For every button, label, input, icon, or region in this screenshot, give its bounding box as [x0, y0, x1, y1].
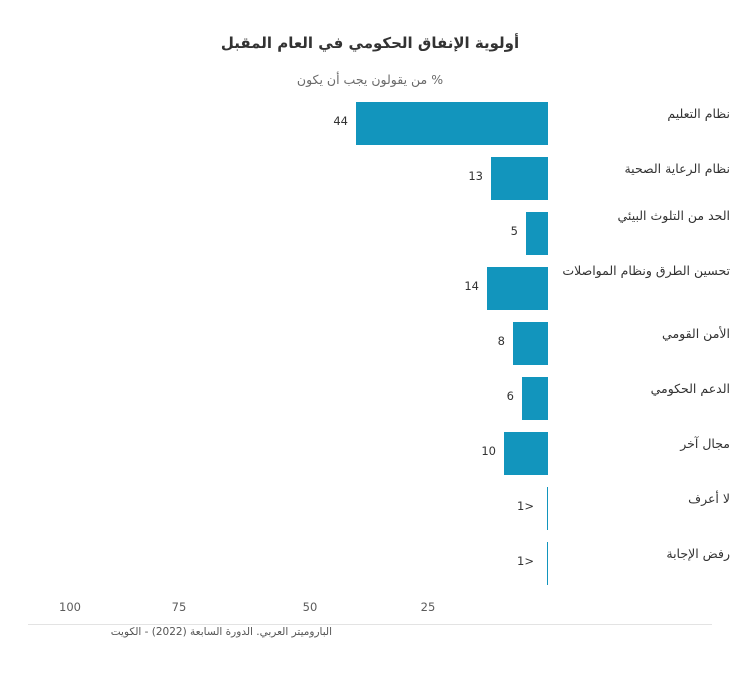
category-label: الدعم الحكومي	[650, 381, 730, 396]
bar-value-label: 13	[468, 169, 483, 183]
plot-area	[0, 96, 740, 596]
bar[interactable]	[487, 267, 548, 310]
bar-row	[0, 316, 740, 371]
x-axis	[0, 600, 740, 624]
axis-tick-label: 75	[171, 600, 187, 614]
source-note: الباروميتر العربي. الدورة السابعة (2022) - الكويت	[110, 626, 332, 638]
bar[interactable]	[513, 322, 548, 365]
bar[interactable]	[491, 157, 548, 200]
bar-row	[0, 426, 740, 481]
bar-value-label: 10	[481, 444, 496, 458]
bar[interactable]	[522, 377, 548, 420]
category-label: لا أعرف	[688, 491, 730, 506]
axis-tick-label: 100	[59, 600, 81, 614]
bar[interactable]	[526, 212, 548, 255]
bar-row	[0, 371, 740, 426]
bar[interactable]	[504, 432, 548, 475]
category-label: مجال آخر	[680, 436, 730, 451]
axis-tick-label: 25	[420, 600, 436, 614]
axis-divider	[28, 624, 712, 625]
bar-value-label: 1>	[517, 499, 534, 513]
axis-tick-label: 50	[302, 600, 318, 614]
bar-value-label: 6	[506, 389, 514, 403]
category-label: الأمن القومي	[662, 326, 730, 341]
bar[interactable]	[547, 487, 548, 530]
bar-row	[0, 206, 740, 261]
category-label: تحسين الطرق ونظام المواصلات	[562, 263, 730, 278]
chart-title: أولوية الإنفاق الحكومي في العام المقبل	[220, 34, 520, 52]
bar-row	[0, 151, 740, 206]
bar-value-label: 8	[497, 334, 505, 348]
bar-row	[0, 261, 740, 316]
chart-subtitle: % من يقولون يجب أن يكون	[296, 72, 444, 87]
bar-value-label: 44	[333, 114, 348, 128]
bar-value-label: 14	[464, 279, 479, 293]
bar-value-label: 5	[510, 224, 518, 238]
category-label: رفض الإجابة	[666, 546, 730, 561]
bar[interactable]	[356, 102, 548, 145]
bar-row	[0, 481, 740, 536]
bar[interactable]	[547, 542, 548, 585]
bar-row	[0, 536, 740, 591]
category-label: نظام الرعاية الصحية	[624, 161, 730, 176]
category-label: نظام التعليم	[667, 106, 730, 121]
bar-value-label: 1>	[517, 554, 534, 568]
bar-row	[0, 96, 740, 151]
category-label: الحد من التلوث البيئي	[617, 208, 730, 223]
